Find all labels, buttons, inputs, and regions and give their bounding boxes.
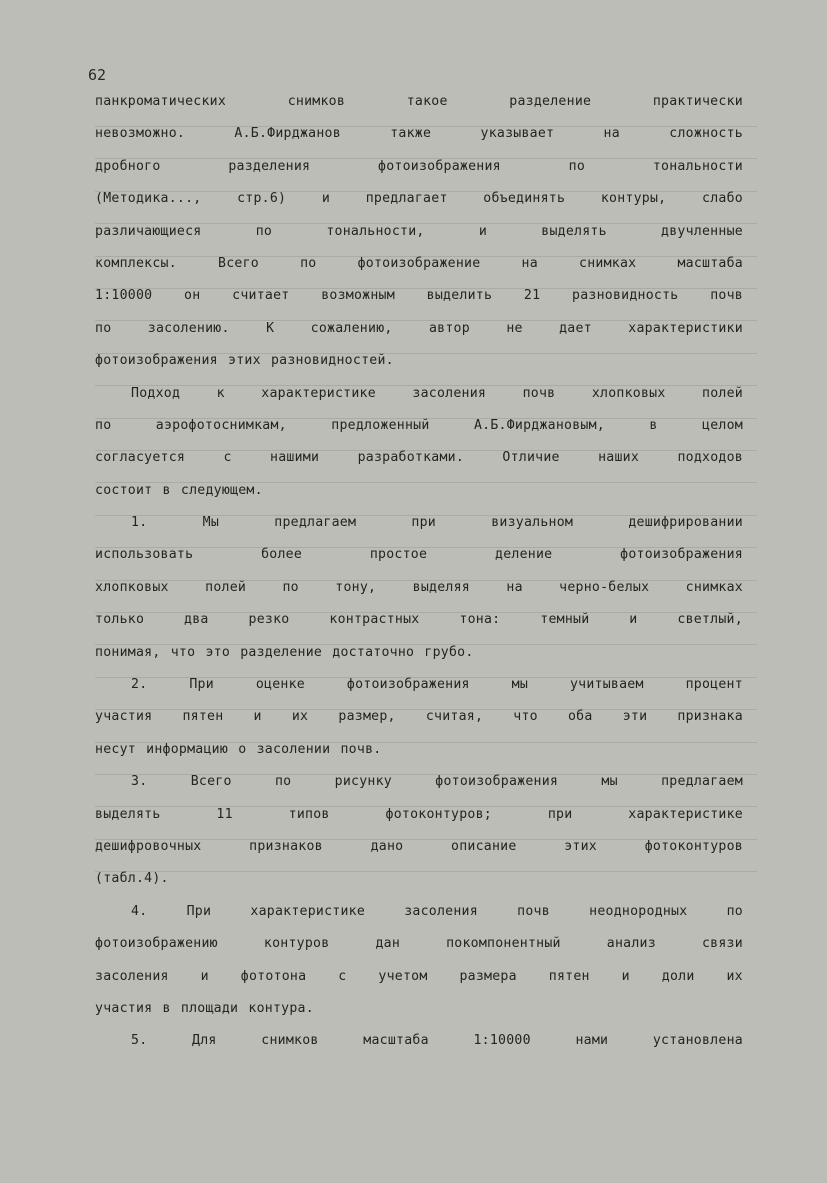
word: полей — [205, 579, 247, 595]
word: деление — [495, 547, 553, 563]
word: контуры, — [600, 191, 667, 207]
word: эти — [622, 709, 648, 725]
word: процент — [685, 677, 743, 693]
word: засоления — [95, 968, 169, 984]
word: черно-белых — [559, 579, 650, 595]
word: резко — [248, 612, 290, 628]
word: и — [621, 968, 630, 984]
word: (Методика..., — [95, 191, 202, 207]
word: фотоизображению — [95, 936, 218, 952]
line-text: фотоизображения этих разновидностей. — [95, 353, 394, 369]
word: 2. — [131, 677, 148, 693]
word: панкроматических — [95, 94, 227, 109]
word: дешифровочных — [95, 838, 202, 854]
word: признака — [677, 709, 743, 725]
word: установлена — [652, 1033, 743, 1049]
word: аэрофотоснимкам, — [155, 417, 287, 433]
text-line — [95, 86, 743, 118]
word: фотоизображения — [620, 547, 743, 563]
text-line — [95, 118, 743, 150]
word: участия — [95, 709, 153, 725]
word: 1:10000 — [473, 1033, 531, 1049]
word: покомпонентный — [446, 936, 561, 952]
word: контрастных — [329, 612, 420, 628]
word: тональности, — [326, 223, 425, 239]
word: их — [291, 709, 309, 725]
word: 1. — [131, 515, 148, 531]
word: считая, — [425, 709, 484, 725]
word: фотоконтуров; — [385, 806, 492, 822]
line-text: (табл.4). — [95, 871, 169, 887]
word: Для — [192, 1033, 217, 1049]
word: предлагаем — [661, 774, 743, 790]
word: разделения — [228, 158, 311, 174]
word: он — [184, 288, 201, 304]
word: по — [274, 774, 292, 790]
word: по — [282, 579, 299, 595]
word: характеристике — [261, 385, 376, 401]
word: более — [261, 547, 303, 563]
word: дан — [375, 936, 401, 952]
word: нашими — [270, 450, 320, 466]
word: 5. — [131, 1033, 148, 1049]
word: стр.6) — [237, 191, 287, 207]
word: целом — [702, 417, 743, 433]
word: размера — [459, 968, 517, 984]
word: почв — [710, 288, 743, 304]
word: описание — [451, 838, 517, 854]
word: выделять — [541, 223, 607, 239]
text-line — [95, 539, 743, 571]
word: на — [603, 126, 620, 142]
word: при — [411, 515, 436, 531]
word: К — [266, 320, 275, 336]
word: различающиеся — [95, 223, 202, 239]
word: доли — [661, 968, 695, 984]
word: засоления — [404, 903, 478, 919]
body-text — [95, 86, 743, 1058]
word: А.Б.Фирджановым, — [473, 417, 605, 433]
text-line — [95, 151, 743, 183]
word: При — [189, 677, 214, 693]
word: фотоизображение — [357, 255, 481, 271]
word: по — [726, 903, 743, 919]
word: светлый, — [677, 612, 743, 628]
word: и — [200, 968, 209, 984]
word: фототона — [240, 968, 307, 984]
word: по — [300, 255, 317, 271]
word: также — [390, 126, 432, 142]
text-line — [95, 701, 743, 733]
word: масштаба — [677, 255, 743, 271]
text-line — [95, 766, 743, 798]
word: рисунку — [334, 774, 392, 790]
word: разделение — [509, 94, 592, 109]
word: темный — [540, 612, 590, 628]
word: 1:10000 — [95, 288, 153, 304]
word: фотоизображения — [435, 774, 559, 790]
word: снимках — [579, 255, 637, 271]
word: А.Б.Фирджанов — [234, 126, 341, 142]
word: по — [95, 320, 112, 336]
text-line — [95, 993, 743, 1025]
word: снимков — [261, 1033, 319, 1049]
word: согласуется — [95, 450, 186, 466]
text-line — [95, 669, 743, 701]
word: визуальном — [491, 515, 574, 531]
word: практически — [652, 94, 743, 109]
word: такое — [406, 94, 448, 109]
word: при — [547, 806, 573, 822]
word: типов — [288, 806, 330, 822]
word: и — [321, 191, 331, 207]
word: характеристике — [250, 903, 366, 919]
text-line — [95, 637, 743, 669]
word: дешифрировании — [628, 515, 743, 531]
word: сложность — [669, 126, 743, 142]
word: 21 — [523, 288, 541, 304]
word: Отличие — [502, 450, 560, 466]
word: автор — [428, 320, 470, 336]
word: указывает — [480, 126, 555, 142]
text-line — [95, 313, 743, 345]
word: наших — [598, 450, 640, 466]
word: учитываем — [569, 677, 644, 693]
word: характеристики — [628, 320, 743, 336]
word: двучленные — [661, 223, 743, 239]
word: учетом — [378, 968, 428, 984]
line-text: участия в площади контура. — [95, 1000, 314, 1016]
text-line — [95, 248, 743, 280]
word: тональности — [652, 158, 743, 174]
word: в — [649, 417, 658, 433]
word: по — [255, 223, 273, 239]
word: пятен — [182, 709, 224, 725]
word: пятен — [548, 968, 590, 984]
word: хлопковых — [591, 385, 666, 401]
text-line — [95, 799, 743, 831]
word: их — [726, 968, 743, 984]
word: предлагаем — [274, 515, 357, 531]
word: анализ — [606, 936, 656, 952]
word: и — [253, 709, 262, 725]
text-line — [95, 183, 743, 215]
word: этих — [564, 838, 597, 854]
word: Всего — [190, 774, 232, 790]
text-line — [95, 345, 743, 377]
word: на — [521, 255, 538, 271]
word: характеристике — [628, 806, 743, 822]
word: выделяя — [412, 579, 470, 595]
word: При — [186, 903, 212, 919]
word: снимках — [685, 579, 743, 595]
word: выделить — [426, 288, 493, 304]
text-line — [95, 475, 743, 507]
word: размер, — [338, 709, 396, 725]
word: дает — [559, 320, 592, 336]
word: подходов — [677, 450, 743, 466]
word: невозможно. — [95, 126, 186, 142]
word: почв — [522, 385, 556, 401]
word: хлопковых — [95, 579, 169, 595]
word: нами — [575, 1033, 609, 1049]
word: разновидность — [572, 288, 679, 304]
word: дано — [370, 838, 404, 854]
text-line — [95, 442, 743, 474]
word: Подход — [131, 385, 181, 401]
text-line — [95, 410, 743, 442]
text-line — [95, 280, 743, 312]
word: фотоизображения — [378, 158, 501, 174]
text-line — [95, 896, 743, 928]
page-number: 62 — [88, 66, 107, 84]
word: по — [568, 158, 586, 174]
word: снимков — [287, 94, 346, 109]
word: признаков — [249, 838, 323, 854]
word: объединять — [483, 191, 566, 207]
word: предлагает — [365, 191, 448, 207]
word: разработками. — [357, 450, 465, 466]
word: 11 — [216, 806, 233, 822]
word: и — [629, 612, 638, 628]
line-text: понимая, что это разделение достаточно грубо. — [95, 644, 474, 660]
word: сожалению, — [310, 320, 393, 336]
word: предложенный — [331, 417, 430, 433]
word: дробного — [95, 158, 161, 174]
text-line — [95, 831, 743, 863]
word: с — [338, 968, 347, 984]
text-line — [95, 928, 743, 960]
word: простое — [369, 547, 428, 563]
word: выделять — [95, 806, 161, 822]
word: оба — [567, 709, 593, 725]
word: на — [506, 579, 523, 595]
word: не — [506, 320, 523, 336]
word: Мы — [202, 515, 220, 531]
text-line — [95, 507, 743, 539]
word: использовать — [95, 547, 194, 563]
word: с — [223, 450, 232, 466]
word: фотоконтуров — [644, 838, 743, 854]
word: неоднородных — [589, 903, 688, 919]
word: полей — [702, 385, 743, 401]
text-line — [95, 216, 743, 248]
line-text: состоит в следующем. — [95, 482, 263, 498]
word: комплексы. — [95, 255, 177, 271]
text-line — [95, 378, 743, 410]
word: и — [478, 223, 488, 239]
word: тону, — [335, 579, 377, 595]
word: мы — [601, 774, 618, 790]
word: засоления — [412, 385, 487, 401]
word: 3. — [131, 774, 148, 790]
word: связи — [701, 936, 743, 952]
text-line — [95, 1025, 743, 1057]
word: слабо — [702, 191, 743, 207]
word: мы — [511, 677, 529, 693]
word: Всего — [218, 255, 259, 271]
text-line — [95, 961, 743, 993]
word: два — [184, 612, 209, 628]
word: фотоизображения — [346, 677, 470, 693]
word: что — [513, 709, 538, 725]
word: к — [216, 385, 225, 401]
line-text: несут информацию о засолении почв. — [95, 741, 382, 757]
word: по — [95, 417, 112, 433]
word: засолению. — [147, 320, 230, 336]
word: почв — [517, 903, 550, 919]
text-line — [95, 572, 743, 604]
word: оценке — [255, 677, 305, 693]
word: 4. — [131, 903, 148, 919]
word: возможным — [321, 288, 395, 304]
word: только — [95, 612, 145, 628]
word: масштаба — [363, 1033, 429, 1049]
text-line — [95, 734, 743, 766]
text-line — [95, 863, 743, 895]
word: считает — [232, 288, 290, 304]
text-line — [95, 604, 743, 636]
word: контуров — [263, 936, 330, 952]
word: тона: — [459, 612, 501, 628]
